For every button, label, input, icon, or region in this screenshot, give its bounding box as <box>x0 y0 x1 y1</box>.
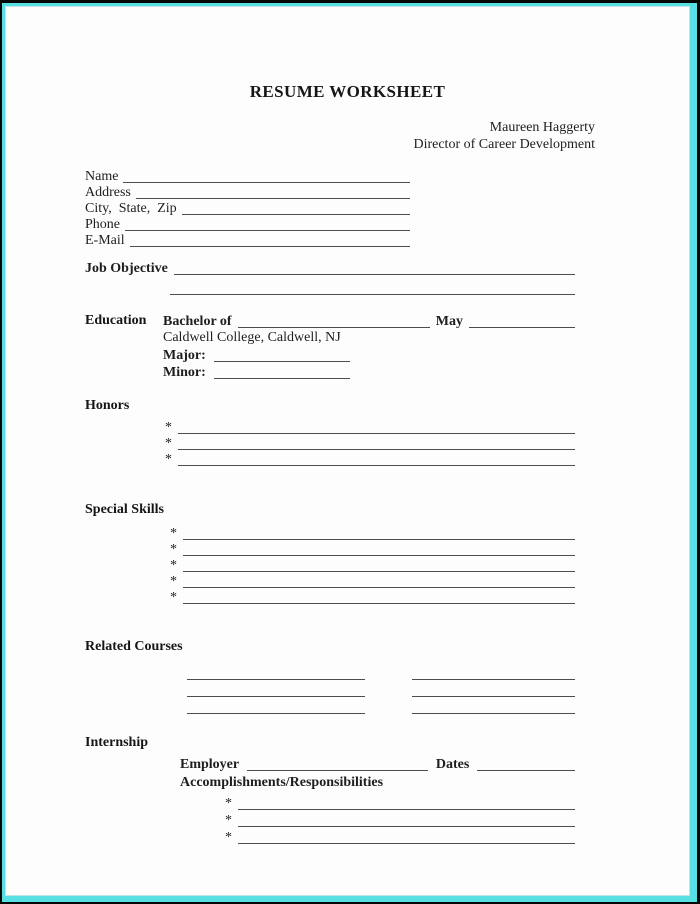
graduation-month-label: May <box>435 314 463 329</box>
asterisk-bullet: * <box>165 420 172 435</box>
course-row-3 <box>187 699 575 716</box>
course-blank-line-left-1 <box>187 679 365 680</box>
skill-blank-line-2 <box>183 555 575 556</box>
dates-label: Dates <box>435 757 470 772</box>
contact-row-phone <box>85 217 410 233</box>
employer-row <box>180 755 575 773</box>
related-courses-section <box>85 639 575 716</box>
special-skills-label: Special Skills <box>85 502 164 517</box>
internship-section <box>85 735 575 846</box>
course-blank-line-right-1 <box>412 679 575 680</box>
contact-row-city-state-zip <box>85 201 410 217</box>
email-label: E-Mail <box>85 233 125 248</box>
minor-row <box>163 364 575 381</box>
contact-block <box>85 169 410 249</box>
asterisk-bullet: * <box>170 590 177 605</box>
major-row <box>163 347 575 364</box>
skill-item-5 <box>170 590 575 606</box>
honors-label: Honors <box>85 398 130 413</box>
honors-item-3 <box>165 452 575 468</box>
job-objective-row <box>85 260 575 277</box>
related-courses-label: Related Courses <box>85 639 183 654</box>
job-objective-blank-line-1 <box>174 274 575 275</box>
special-skills-bullets <box>170 526 575 606</box>
city-state-zip-label: City, State, Zip <box>85 201 177 216</box>
skill-item-1 <box>170 526 575 542</box>
accomplishment-blank-line-1 <box>238 809 575 810</box>
graduation-date-blank-line <box>469 327 575 328</box>
phone-label: Phone <box>85 217 120 232</box>
asterisk-bullet: * <box>170 558 177 573</box>
asterisk-bullet: * <box>165 436 172 451</box>
course-row-1 <box>187 665 575 682</box>
byline <box>5 119 595 153</box>
major-label: Major: <box>163 348 206 363</box>
internship-bullets <box>225 795 575 846</box>
education-label: Education <box>85 313 147 328</box>
honors-item-1 <box>165 420 575 436</box>
email-blank-line <box>130 246 410 247</box>
degree-label: Bachelor of <box>163 314 232 329</box>
byline-name: Maureen Haggerty <box>489 120 595 135</box>
asterisk-bullet: * <box>170 574 177 589</box>
byline-role: Director of Career Development <box>413 137 595 152</box>
worksheet-page <box>5 6 690 896</box>
skill-item-2 <box>170 542 575 558</box>
asterisk-bullet: * <box>170 542 177 557</box>
minor-blank-line <box>214 378 350 379</box>
course-blank-line-left-3 <box>187 713 365 714</box>
asterisk-bullet: * <box>225 830 232 845</box>
course-blank-line-right-2 <box>412 696 575 697</box>
course-blank-line-right-3 <box>412 713 575 714</box>
address-blank-line <box>136 198 410 199</box>
accomplishments-row <box>180 773 575 791</box>
minor-label: Minor: <box>163 365 206 380</box>
education-section <box>85 313 575 381</box>
accomplishment-blank-line-3 <box>238 843 575 844</box>
degree-row <box>163 313 575 330</box>
honors-blank-line-3 <box>178 465 575 466</box>
skill-blank-line-1 <box>183 539 575 540</box>
job-objective-blank-line-2 <box>170 277 575 295</box>
name-blank-line <box>123 182 410 183</box>
honors-item-2 <box>165 436 575 452</box>
asterisk-bullet: * <box>225 796 232 811</box>
degree-blank-line <box>238 327 430 328</box>
contact-row-name <box>85 169 410 185</box>
job-objective-section <box>85 260 575 294</box>
page-title: RESUME WORKSHEET <box>249 82 446 101</box>
major-blank-line <box>214 361 350 362</box>
accomplishment-item-2 <box>225 812 575 829</box>
skill-item-4 <box>170 574 575 590</box>
related-courses-rows <box>187 665 575 716</box>
honors-blank-line-2 <box>178 449 575 450</box>
asterisk-bullet: * <box>225 813 232 828</box>
skill-blank-line-3 <box>183 571 575 572</box>
honors-blank-line-1 <box>178 433 575 434</box>
job-objective-label: Job Objective <box>85 261 168 276</box>
accomplishment-blank-line-2 <box>238 826 575 827</box>
address-label: Address <box>85 185 131 200</box>
course-blank-line-left-2 <box>187 696 365 697</box>
internship-label: Internship <box>85 735 149 750</box>
asterisk-bullet: * <box>170 526 177 541</box>
phone-blank-line <box>125 230 410 231</box>
accomplishment-item-1 <box>225 795 575 812</box>
contact-row-email <box>85 233 410 249</box>
course-row-2 <box>187 682 575 699</box>
dates-blank-line <box>477 770 575 771</box>
education-details <box>163 313 575 381</box>
employer-blank-line <box>247 770 428 771</box>
internship-details <box>180 755 575 846</box>
skill-blank-line-5 <box>183 603 575 604</box>
name-label: Name <box>85 169 119 184</box>
school-name: Caldwell College, Caldwell, NJ <box>163 330 341 345</box>
honors-bullets <box>165 420 575 468</box>
city-state-zip-blank-line <box>182 214 410 215</box>
skill-item-3 <box>170 558 575 574</box>
accomplishments-label: Accomplishments/Responsibilities <box>180 775 384 790</box>
employer-label: Employer <box>180 757 240 772</box>
job-objective-row-2 <box>170 277 575 294</box>
asterisk-bullet: * <box>165 452 172 467</box>
skill-blank-line-4 <box>183 587 575 588</box>
accomplishment-item-3 <box>225 829 575 846</box>
honors-section <box>85 398 575 468</box>
special-skills-section <box>85 502 575 606</box>
contact-row-address <box>85 185 410 201</box>
